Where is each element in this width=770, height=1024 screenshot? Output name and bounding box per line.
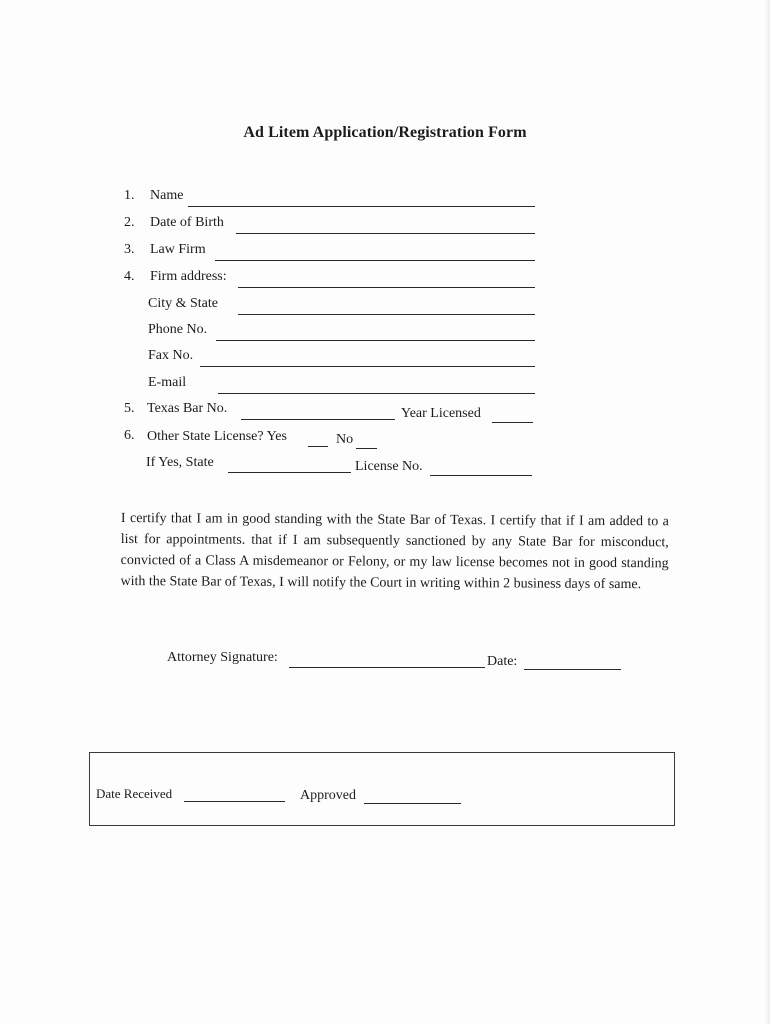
license-no-label: License No. (355, 459, 423, 474)
firm-address-line[interactable] (238, 287, 535, 288)
fax-line[interactable] (200, 366, 535, 367)
city-state-label: City & State (148, 296, 218, 311)
law-firm-line[interactable] (215, 260, 535, 261)
field-number: 4. (124, 269, 135, 284)
if-yes-state-label: If Yes, State (146, 455, 214, 470)
date-received-label: Date Received (96, 786, 173, 801)
law-firm-label: Law Firm (150, 242, 206, 257)
office-use-box (89, 752, 675, 826)
fax-label: Fax No. (148, 348, 194, 363)
date-received-line[interactable] (184, 801, 285, 802)
date-of-birth-line[interactable] (236, 233, 535, 234)
field-number: 3. (124, 242, 135, 257)
certification-text: I certify that I am in good standing with the State Bar of Texas. I certify that if I am added to a list for appointments. that if I am subsequently sanctioned by any State Bar for misconduct, convicted of a Class A misdemeanor or Felony, or my law license becomes not in good standing with the State Bar of Texas, I will notify the Court in writing within 2 business days of same. (120, 510, 669, 593)
field-number: 6. (124, 428, 135, 443)
scan-edge (764, 0, 770, 1024)
signature-date-line[interactable] (524, 669, 621, 670)
form-title: Ad Litem Application/Registration Form (243, 124, 527, 141)
signature-date-label: Date: (487, 654, 518, 669)
phone-label: Phone No. (148, 322, 208, 337)
attorney-signature-line[interactable] (289, 667, 485, 668)
no-line[interactable] (356, 448, 377, 449)
approved-line[interactable] (364, 803, 461, 804)
name-label: Name (150, 188, 184, 203)
texas-bar-label: Texas Bar No. (147, 401, 228, 416)
texas-bar-line[interactable] (241, 419, 395, 420)
other-license-label: Other State License? Yes (147, 429, 287, 444)
attorney-signature-label: Attorney Signature: (167, 650, 278, 665)
name-line[interactable] (188, 206, 535, 207)
no-label: No (336, 432, 354, 447)
phone-line[interactable] (216, 340, 535, 341)
approved-label: Approved (300, 788, 356, 803)
field-number: 5. (124, 401, 135, 416)
email-line[interactable] (218, 393, 535, 394)
license-no-line[interactable] (430, 475, 532, 476)
city-state-line[interactable] (238, 314, 535, 315)
yes-line[interactable] (308, 446, 328, 447)
if-yes-state-line[interactable] (228, 472, 351, 473)
date-of-birth-label: Date of Birth (150, 215, 224, 230)
year-licensed-label: Year Licensed (401, 406, 481, 421)
email-label: E-mail (148, 375, 187, 390)
field-number: 2. (124, 215, 135, 230)
year-licensed-line[interactable] (492, 422, 533, 423)
field-number: 1. (124, 188, 135, 203)
firm-address-label: Firm address: (150, 269, 227, 284)
